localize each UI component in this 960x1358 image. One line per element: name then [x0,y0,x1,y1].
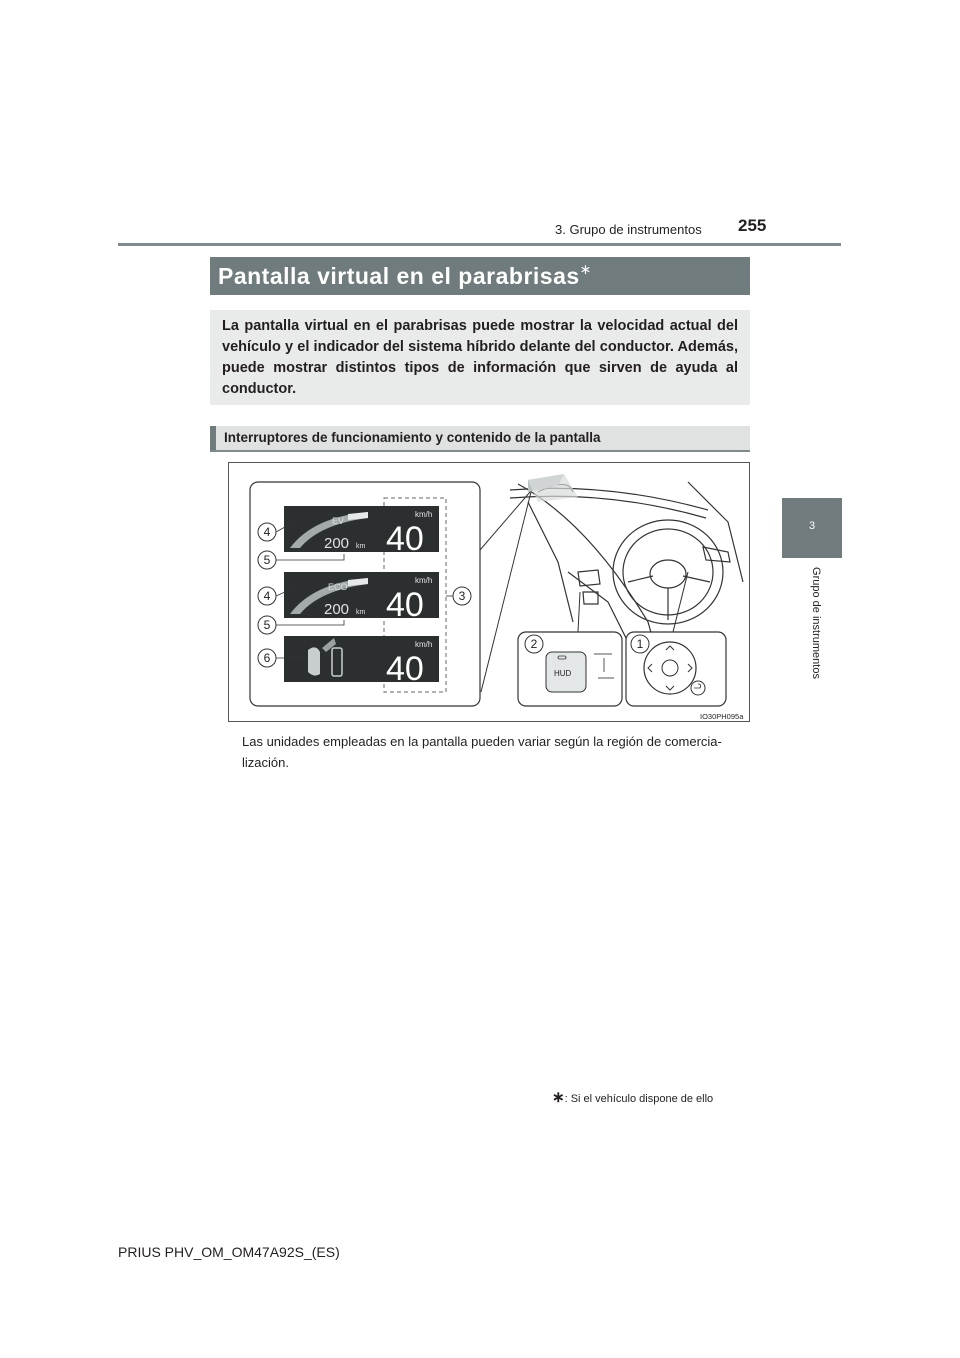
intro-text: La pantalla virtual en el parabrisas puede mostrar la velocidad actual del vehículo y el indicador del sistema híbrido delante del conductor. Además, puede mostrar distintos tipos de información que sirven de ayuda al conductor. [222,318,738,397]
panel-eco-speed: 40 [386,586,424,624]
callout-4b: 4 [263,589,271,603]
callout-1: 1 [636,637,644,651]
panel-ev-distance-unit: km [356,543,366,550]
document-id: PRIUS PHV_OM_OM47A92S_(ES) [118,1244,340,1260]
callout-5b: 5 [263,618,271,632]
panel-ev-mode: EV [332,516,345,526]
panel-pedal-speed: 40 [386,650,424,688]
panel-ev-distance: 200 [324,535,350,552]
panel-pedal-speed-unit: km/h [415,640,433,649]
subsection-header [210,426,750,452]
panel-eco-distance-unit: km [356,609,366,616]
callout-5a: 5 [263,553,271,567]
top-rule [118,243,841,246]
intro-box [210,310,750,405]
display-panel-ev [284,506,439,558]
callout-6: 6 [263,651,271,665]
title-bar [210,257,750,295]
callout-2: 2 [530,637,538,651]
figure-id: IO30PH095a [700,712,744,721]
page-number: 255 [738,216,767,235]
display-panel-pedal [284,636,439,688]
hud-switch-label: HUD [554,669,572,678]
page-title [218,263,592,290]
figure-caption: Las unidades empleadas en la pantalla pueden variar según la región de comercia-lización. [242,734,722,770]
section-header: 3. Grupo de instrumentos [555,222,702,237]
footnote-mark: ∗ [552,1089,565,1106]
subsection-accent [210,426,216,450]
panel-eco-distance: 200 [324,601,350,618]
panel-ev-speed-unit: km/h [415,510,433,519]
footnote [552,1088,713,1106]
callout-4a: 4 [263,525,271,539]
callout-3: 3 [458,589,466,603]
chapter-tab-number: 3 [808,520,816,532]
panel-eco-speed-unit: km/h [415,576,433,585]
footnote-text: : Si el vehículo dispone de ello [564,1093,714,1105]
steering-dpad [644,642,696,694]
title-footnote-mark: ∗ [579,261,592,277]
foot-pedal-icon [308,647,320,675]
subsection-title: Interruptores de funcionamiento y contenido de la pantalla [224,430,601,445]
chapter-side-label: Grupo de instrumentos [810,567,822,679]
panel-eco-mode: ECO [328,582,348,592]
page-title-text: Pantalla virtual en el parabrisas [218,263,580,289]
display-panel-eco [284,572,439,624]
hud-figure [228,462,750,722]
panel-ev-speed: 40 [386,520,424,558]
